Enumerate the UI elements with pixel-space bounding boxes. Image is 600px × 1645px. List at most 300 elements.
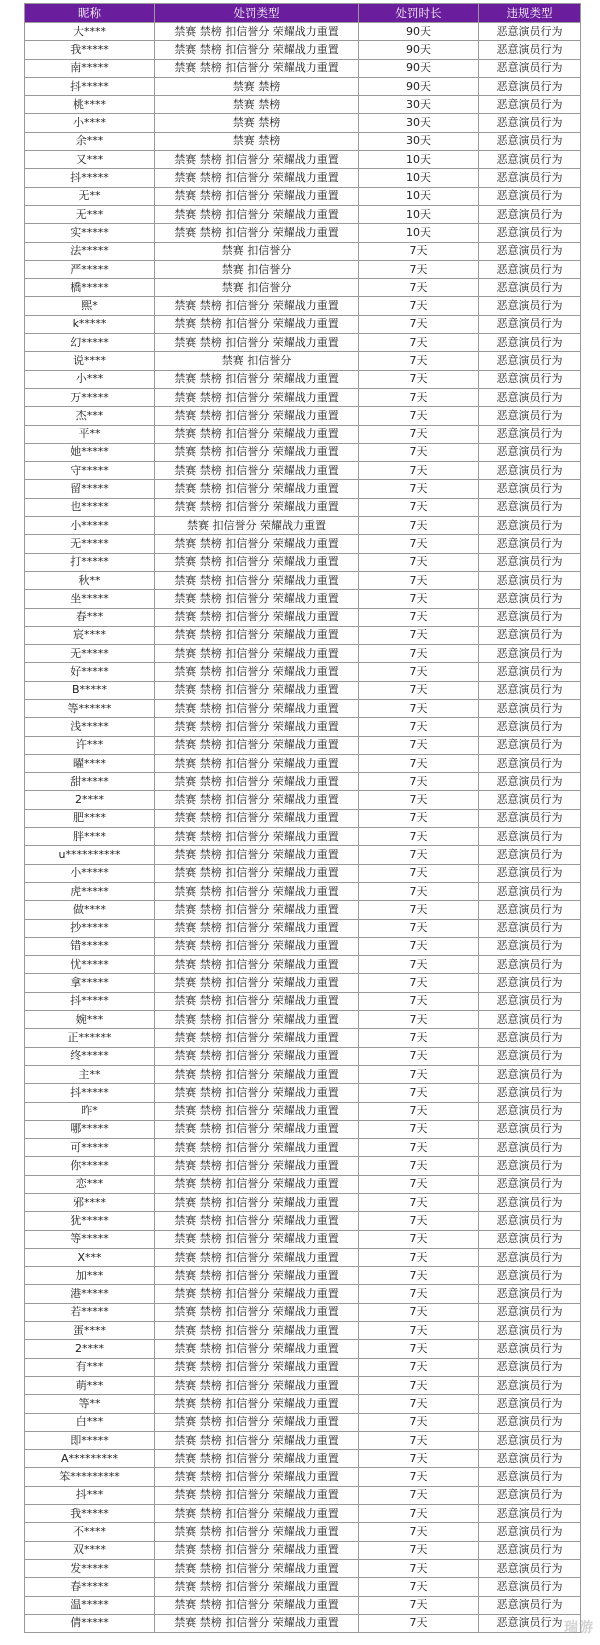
table-row <box>25 828 581 846</box>
cell-violation-type: 恶意演员行为 <box>479 590 581 608</box>
cell-penalty-duration: 10天 <box>359 224 479 242</box>
cell-nickname: 小***** <box>25 517 155 535</box>
cell-violation-type: 恶意演员行为 <box>479 791 581 809</box>
cell-penalty-type: 禁赛 禁榜 扣信誉分 荣耀战力重置 <box>155 663 359 681</box>
table-row <box>25 132 581 150</box>
cell-violation-type: 恶意演员行为 <box>479 1486 581 1504</box>
table-row <box>25 1450 581 1468</box>
cell-nickname: 也***** <box>25 498 155 516</box>
cell-penalty-duration: 7天 <box>359 1139 479 1157</box>
cell-nickname: 宸**** <box>25 626 155 644</box>
table-row <box>25 1230 581 1248</box>
cell-penalty-duration: 7天 <box>359 1376 479 1394</box>
table-body <box>25 23 581 1633</box>
cell-nickname: 抖***** <box>25 169 155 187</box>
cell-penalty-duration: 7天 <box>359 407 479 425</box>
cell-penalty-duration: 30天 <box>359 96 479 114</box>
table-row <box>25 1029 581 1047</box>
table-row <box>25 791 581 809</box>
cell-violation-type: 恶意演员行为 <box>479 773 581 791</box>
cell-nickname: 许*** <box>25 736 155 754</box>
table-row <box>25 1303 581 1321</box>
cell-penalty-duration: 7天 <box>359 1065 479 1083</box>
cell-nickname: 邪**** <box>25 1194 155 1212</box>
cell-penalty-duration: 7天 <box>359 1505 479 1523</box>
cell-penalty-duration: 7天 <box>359 1541 479 1559</box>
cell-nickname: 我***** <box>25 41 155 59</box>
cell-penalty-type: 禁赛 禁榜 扣信誉分 荣耀战力重置 <box>155 1505 359 1523</box>
cell-violation-type: 恶意演员行为 <box>479 151 581 169</box>
cell-nickname: 我***** <box>25 1505 155 1523</box>
cell-nickname: 无***** <box>25 645 155 663</box>
cell-nickname: 终***** <box>25 1047 155 1065</box>
cell-penalty-type: 禁赛 扣信誉分 <box>155 279 359 297</box>
table-row <box>25 498 581 516</box>
cell-nickname: 她***** <box>25 443 155 461</box>
cell-penalty-type: 禁赛 禁榜 扣信誉分 荣耀战力重置 <box>155 809 359 827</box>
cell-penalty-duration: 7天 <box>359 663 479 681</box>
cell-violation-type: 恶意演员行为 <box>479 1614 581 1632</box>
cell-nickname: 萌*** <box>25 1376 155 1394</box>
cell-penalty-duration: 7天 <box>359 1486 479 1504</box>
cell-violation-type: 恶意演员行为 <box>479 462 581 480</box>
cell-nickname: A********* <box>25 1450 155 1468</box>
cell-violation-type: 恶意演员行为 <box>479 626 581 644</box>
table-row <box>25 1120 581 1138</box>
cell-violation-type: 恶意演员行为 <box>479 608 581 626</box>
table-row <box>25 974 581 992</box>
cell-violation-type: 恶意演员行为 <box>479 352 581 370</box>
table-row <box>25 1047 581 1065</box>
cell-penalty-type: 禁赛 禁榜 扣信誉分 荣耀战力重置 <box>155 59 359 77</box>
cell-nickname: X*** <box>25 1248 155 1266</box>
table-row <box>25 553 581 571</box>
cell-penalty-duration: 7天 <box>359 425 479 443</box>
cell-nickname: 守***** <box>25 462 155 480</box>
cell-violation-type: 恶意演员行为 <box>479 1559 581 1577</box>
cell-penalty-type: 禁赛 禁榜 扣信誉分 荣耀战力重置 <box>155 151 359 169</box>
cell-penalty-type: 禁赛 禁榜 扣信誉分 荣耀战力重置 <box>155 1413 359 1431</box>
cell-penalty-type: 禁赛 禁榜 扣信誉分 荣耀战力重置 <box>155 828 359 846</box>
cell-violation-type: 恶意演员行为 <box>479 77 581 95</box>
table-row <box>25 114 581 132</box>
table-row <box>25 1011 581 1029</box>
table-row <box>25 1340 581 1358</box>
cell-penalty-type: 禁赛 禁榜 扣信誉分 荣耀战力重置 <box>155 901 359 919</box>
cell-violation-type: 恶意演员行为 <box>479 1139 581 1157</box>
cell-violation-type: 恶意演员行为 <box>479 1285 581 1303</box>
cell-violation-type: 恶意演员行为 <box>479 260 581 278</box>
cell-violation-type: 恶意演员行为 <box>479 59 581 77</box>
cell-violation-type: 恶意演员行为 <box>479 663 581 681</box>
table-row <box>25 626 581 644</box>
table-row <box>25 1065 581 1083</box>
cell-penalty-type: 禁赛 禁榜 扣信誉分 荣耀战力重置 <box>155 1578 359 1596</box>
table-row <box>25 425 581 443</box>
table-row <box>25 901 581 919</box>
cell-penalty-type: 禁赛 禁榜 扣信誉分 荣耀战力重置 <box>155 297 359 315</box>
cell-penalty-duration: 7天 <box>359 864 479 882</box>
table-row <box>25 370 581 388</box>
cell-penalty-duration: 90天 <box>359 41 479 59</box>
table-row <box>25 242 581 260</box>
cell-violation-type: 恶意演员行为 <box>479 1468 581 1486</box>
cell-nickname: 等***** <box>25 1230 155 1248</box>
cell-penalty-duration: 7天 <box>359 846 479 864</box>
table-row <box>25 59 581 77</box>
table-row <box>25 1212 581 1230</box>
cell-penalty-type: 禁赛 禁榜 扣信誉分 荣耀战力重置 <box>155 1175 359 1193</box>
table-row <box>25 151 581 169</box>
header-nickname: 昵称 <box>25 4 155 23</box>
cell-violation-type: 恶意演员行为 <box>479 1120 581 1138</box>
cell-violation-type: 恶意演员行为 <box>479 388 581 406</box>
cell-penalty-type: 禁赛 禁榜 扣信誉分 荣耀战力重置 <box>155 992 359 1010</box>
cell-penalty-type: 禁赛 禁榜 扣信誉分 荣耀战力重置 <box>155 864 359 882</box>
cell-penalty-duration: 7天 <box>359 498 479 516</box>
cell-penalty-type: 禁赛 禁榜 扣信誉分 荣耀战力重置 <box>155 205 359 223</box>
cell-penalty-duration: 7天 <box>359 736 479 754</box>
table-row <box>25 645 581 663</box>
cell-penalty-duration: 30天 <box>359 132 479 150</box>
cell-penalty-type: 禁赛 禁榜 扣信誉分 荣耀战力重置 <box>155 956 359 974</box>
cell-violation-type: 恶意演员行为 <box>479 1212 581 1230</box>
cell-nickname: 秋** <box>25 571 155 589</box>
cell-violation-type: 恶意演员行为 <box>479 96 581 114</box>
cell-violation-type: 恶意演员行为 <box>479 132 581 150</box>
cell-penalty-duration: 7天 <box>359 1285 479 1303</box>
table-row <box>25 1486 581 1504</box>
cell-penalty-duration: 7天 <box>359 1212 479 1230</box>
cell-violation-type: 恶意演员行为 <box>479 1230 581 1248</box>
cell-violation-type: 恶意演员行为 <box>479 1413 581 1431</box>
cell-penalty-duration: 7天 <box>359 517 479 535</box>
cell-nickname: 2**** <box>25 791 155 809</box>
cell-violation-type: 恶意演员行为 <box>479 864 581 882</box>
cell-nickname: 坐***** <box>25 590 155 608</box>
cell-nickname: 无*** <box>25 205 155 223</box>
table-row <box>25 1139 581 1157</box>
penalty-table <box>24 3 581 1633</box>
cell-nickname: 橋***** <box>25 279 155 297</box>
cell-violation-type: 恶意演员行为 <box>479 1431 581 1449</box>
cell-nickname: 无** <box>25 187 155 205</box>
cell-violation-type: 恶意演员行为 <box>479 517 581 535</box>
cell-penalty-type: 禁赛 扣信誉分 <box>155 260 359 278</box>
cell-nickname: 小**** <box>25 114 155 132</box>
cell-penalty-duration: 7天 <box>359 1194 479 1212</box>
cell-nickname: 做**** <box>25 901 155 919</box>
header-penalty-type: 处罚类型 <box>155 4 359 23</box>
header-row <box>25 4 581 23</box>
cell-nickname: 2**** <box>25 1340 155 1358</box>
cell-penalty-type: 禁赛 禁榜 扣信誉分 荣耀战力重置 <box>155 1230 359 1248</box>
cell-nickname: 好***** <box>25 663 155 681</box>
cell-penalty-duration: 7天 <box>359 1358 479 1376</box>
cell-penalty-type: 禁赛 禁榜 扣信誉分 荣耀战力重置 <box>155 974 359 992</box>
cell-penalty-type: 禁赛 禁榜 扣信誉分 荣耀战力重置 <box>155 1065 359 1083</box>
cell-violation-type: 恶意演员行为 <box>479 1523 581 1541</box>
cell-nickname: 恋*** <box>25 1175 155 1193</box>
table-row <box>25 407 581 425</box>
cell-penalty-type: 禁赛 禁榜 扣信誉分 荣耀战力重置 <box>155 23 359 41</box>
table-row <box>25 1578 581 1596</box>
cell-nickname: 温***** <box>25 1596 155 1614</box>
cell-nickname: 无***** <box>25 535 155 553</box>
cell-penalty-duration: 7天 <box>359 681 479 699</box>
cell-penalty-duration: 7天 <box>359 1431 479 1449</box>
cell-penalty-type: 禁赛 禁榜 扣信誉分 荣耀战力重置 <box>155 407 359 425</box>
cell-penalty-duration: 90天 <box>359 77 479 95</box>
cell-penalty-type: 禁赛 禁榜 扣信誉分 荣耀战力重置 <box>155 1376 359 1394</box>
cell-violation-type: 恶意演员行为 <box>479 1194 581 1212</box>
cell-penalty-type: 禁赛 禁榜 扣信誉分 荣耀战力重置 <box>155 718 359 736</box>
table-row <box>25 352 581 370</box>
cell-penalty-type: 禁赛 禁榜 扣信誉分 荣耀战力重置 <box>155 608 359 626</box>
cell-penalty-type: 禁赛 禁榜 扣信誉分 荣耀战力重置 <box>155 480 359 498</box>
cell-penalty-type: 禁赛 禁榜 扣信誉分 荣耀战力重置 <box>155 1011 359 1029</box>
cell-violation-type: 恶意演员行为 <box>479 114 581 132</box>
cell-violation-type: 恶意演员行为 <box>479 1303 581 1321</box>
cell-penalty-type: 禁赛 禁榜 扣信誉分 荣耀战力重置 <box>155 1157 359 1175</box>
cell-penalty-type: 禁赛 禁榜 扣信誉分 荣耀战力重置 <box>155 169 359 187</box>
table-row <box>25 1468 581 1486</box>
table-row <box>25 1102 581 1120</box>
cell-penalty-duration: 7天 <box>359 1450 479 1468</box>
cell-violation-type: 恶意演员行为 <box>479 1267 581 1285</box>
cell-penalty-duration: 7天 <box>359 590 479 608</box>
cell-nickname: 蛋**** <box>25 1322 155 1340</box>
table-row <box>25 1596 581 1614</box>
table-row <box>25 279 581 297</box>
cell-violation-type: 恶意演员行为 <box>479 23 581 41</box>
cell-penalty-type: 禁赛 禁榜 扣信誉分 荣耀战力重置 <box>155 41 359 59</box>
cell-nickname: 港***** <box>25 1285 155 1303</box>
table-row <box>25 297 581 315</box>
table-row <box>25 699 581 717</box>
cell-penalty-type: 禁赛 禁榜 扣信誉分 荣耀战力重置 <box>155 1468 359 1486</box>
cell-penalty-type: 禁赛 扣信誉分 荣耀战力重置 <box>155 517 359 535</box>
cell-nickname: 留***** <box>25 480 155 498</box>
cell-violation-type: 恶意演员行为 <box>479 1065 581 1083</box>
cell-nickname: 婉*** <box>25 1011 155 1029</box>
cell-nickname: 春***** <box>25 1578 155 1596</box>
cell-violation-type: 恶意演员行为 <box>479 919 581 937</box>
cell-violation-type: 恶意演员行为 <box>479 809 581 827</box>
cell-penalty-type: 禁赛 禁榜 扣信誉分 荣耀战力重置 <box>155 882 359 900</box>
cell-nickname: 严***** <box>25 260 155 278</box>
cell-penalty-duration: 10天 <box>359 205 479 223</box>
cell-penalty-type: 禁赛 扣信誉分 <box>155 242 359 260</box>
cell-nickname: 昨* <box>25 1102 155 1120</box>
cell-penalty-duration: 7天 <box>359 297 479 315</box>
cell-nickname: 错***** <box>25 937 155 955</box>
cell-penalty-type: 禁赛 禁榜 扣信誉分 荣耀战力重置 <box>155 1139 359 1157</box>
cell-penalty-duration: 7天 <box>359 1120 479 1138</box>
cell-penalty-type: 禁赛 禁榜 扣信誉分 荣耀战力重置 <box>155 1084 359 1102</box>
table-row <box>25 1413 581 1431</box>
cell-nickname: 说**** <box>25 352 155 370</box>
cell-penalty-type: 禁赛 禁榜 扣信誉分 荣耀战力重置 <box>155 1248 359 1266</box>
cell-violation-type: 恶意演员行为 <box>479 1395 581 1413</box>
cell-nickname: B***** <box>25 681 155 699</box>
table-row <box>25 992 581 1010</box>
cell-violation-type: 恶意演员行为 <box>479 974 581 992</box>
table-row <box>25 169 581 187</box>
cell-penalty-type: 禁赛 扣信誉分 <box>155 352 359 370</box>
cell-penalty-duration: 7天 <box>359 1614 479 1632</box>
cell-violation-type: 恶意演员行为 <box>479 1578 581 1596</box>
cell-nickname: 主** <box>25 1065 155 1083</box>
cell-violation-type: 恶意演员行为 <box>479 1029 581 1047</box>
cell-violation-type: 恶意演员行为 <box>479 315 581 333</box>
table-row <box>25 1267 581 1285</box>
cell-nickname: 曜**** <box>25 754 155 772</box>
cell-penalty-duration: 7天 <box>359 388 479 406</box>
table-row <box>25 480 581 498</box>
cell-nickname: 又*** <box>25 151 155 169</box>
cell-penalty-type: 禁赛 禁榜 扣信誉分 荣耀战力重置 <box>155 553 359 571</box>
cell-penalty-duration: 7天 <box>359 1267 479 1285</box>
cell-violation-type: 恶意演员行为 <box>479 297 581 315</box>
cell-violation-type: 恶意演员行为 <box>479 334 581 352</box>
cell-violation-type: 恶意演员行为 <box>479 370 581 388</box>
cell-penalty-type: 禁赛 禁榜 扣信誉分 荣耀战力重置 <box>155 1541 359 1559</box>
cell-penalty-duration: 7天 <box>359 1596 479 1614</box>
cell-penalty-duration: 7天 <box>359 699 479 717</box>
table-row <box>25 681 581 699</box>
cell-violation-type: 恶意演员行为 <box>479 553 581 571</box>
cell-penalty-type: 禁赛 禁榜 扣信誉分 荣耀战力重置 <box>155 699 359 717</box>
cell-nickname: 杰*** <box>25 407 155 425</box>
cell-penalty-duration: 7天 <box>359 1395 479 1413</box>
table-row <box>25 260 581 278</box>
cell-penalty-duration: 90天 <box>359 59 479 77</box>
cell-penalty-type: 禁赛 禁榜 扣信誉分 荣耀战力重置 <box>155 736 359 754</box>
cell-penalty-type: 禁赛 禁榜 扣信誉分 荣耀战力重置 <box>155 462 359 480</box>
cell-violation-type: 恶意演员行为 <box>479 956 581 974</box>
cell-penalty-type: 禁赛 禁榜 扣信誉分 荣耀战力重置 <box>155 791 359 809</box>
table-row <box>25 443 581 461</box>
cell-violation-type: 恶意演员行为 <box>479 1541 581 1559</box>
cell-nickname: 余*** <box>25 132 155 150</box>
table-row <box>25 1523 581 1541</box>
cell-penalty-duration: 7天 <box>359 645 479 663</box>
table-row <box>25 77 581 95</box>
table-row <box>25 956 581 974</box>
cell-penalty-type: 禁赛 禁榜 扣信誉分 荣耀战力重置 <box>155 1047 359 1065</box>
cell-penalty-duration: 7天 <box>359 334 479 352</box>
cell-violation-type: 恶意演员行为 <box>479 736 581 754</box>
cell-penalty-duration: 7天 <box>359 919 479 937</box>
cell-violation-type: 恶意演员行为 <box>479 1175 581 1193</box>
cell-nickname: 小*** <box>25 370 155 388</box>
table-row <box>25 608 581 626</box>
table-row <box>25 937 581 955</box>
table-row <box>25 535 581 553</box>
cell-violation-type: 恶意演员行为 <box>479 699 581 717</box>
cell-penalty-type: 禁赛 禁榜 扣信誉分 荣耀战力重置 <box>155 571 359 589</box>
cell-penalty-duration: 7天 <box>359 1468 479 1486</box>
cell-nickname: 抄***** <box>25 919 155 937</box>
cell-violation-type: 恶意演员行为 <box>479 754 581 772</box>
table-row <box>25 809 581 827</box>
cell-penalty-type: 禁赛 禁榜 扣信誉分 荣耀战力重置 <box>155 1267 359 1285</box>
cell-nickname: 双**** <box>25 1541 155 1559</box>
cell-violation-type: 恶意演员行为 <box>479 645 581 663</box>
cell-violation-type: 恶意演员行为 <box>479 937 581 955</box>
cell-penalty-type: 禁赛 禁榜 扣信誉分 荣耀战力重置 <box>155 1322 359 1340</box>
cell-nickname: 拿***** <box>25 974 155 992</box>
cell-nickname: 倩***** <box>25 1614 155 1632</box>
cell-penalty-type: 禁赛 禁榜 扣信誉分 荣耀战力重置 <box>155 754 359 772</box>
cell-penalty-type: 禁赛 禁榜 扣信誉分 荣耀战力重置 <box>155 1395 359 1413</box>
cell-penalty-duration: 7天 <box>359 1157 479 1175</box>
cell-nickname: 你***** <box>25 1157 155 1175</box>
table-row <box>25 23 581 41</box>
cell-nickname: 抖***** <box>25 1084 155 1102</box>
table-row <box>25 1358 581 1376</box>
cell-penalty-type: 禁赛 禁榜 扣信誉分 荣耀战力重置 <box>155 1285 359 1303</box>
table-row <box>25 462 581 480</box>
header-violation-type: 违规类型 <box>479 4 581 23</box>
table-row <box>25 1157 581 1175</box>
cell-penalty-type: 禁赛 禁榜 扣信誉分 荣耀战力重置 <box>155 937 359 955</box>
cell-penalty-duration: 7天 <box>359 608 479 626</box>
cell-nickname: 幻***** <box>25 334 155 352</box>
cell-nickname: 打***** <box>25 553 155 571</box>
cell-violation-type: 恶意演员行为 <box>479 205 581 223</box>
cell-penalty-duration: 7天 <box>359 974 479 992</box>
cell-nickname: 发***** <box>25 1559 155 1577</box>
cell-penalty-duration: 7天 <box>359 1084 479 1102</box>
cell-penalty-type: 禁赛 禁榜 <box>155 114 359 132</box>
cell-penalty-type: 禁赛 禁榜 扣信誉分 荣耀战力重置 <box>155 681 359 699</box>
cell-penalty-type: 禁赛 禁榜 扣信誉分 荣耀战力重置 <box>155 1614 359 1632</box>
cell-nickname: 小***** <box>25 864 155 882</box>
cell-penalty-duration: 7天 <box>359 1559 479 1577</box>
table-row <box>25 1175 581 1193</box>
cell-violation-type: 恶意演员行为 <box>479 279 581 297</box>
cell-nickname: 万***** <box>25 388 155 406</box>
cell-penalty-type: 禁赛 禁榜 扣信誉分 荣耀战力重置 <box>155 334 359 352</box>
cell-nickname: 大**** <box>25 23 155 41</box>
cell-penalty-duration: 30天 <box>359 114 479 132</box>
table-row <box>25 224 581 242</box>
cell-penalty-duration: 7天 <box>359 1230 479 1248</box>
cell-penalty-type: 禁赛 禁榜 扣信誉分 荣耀战力重置 <box>155 1194 359 1212</box>
table-row <box>25 1559 581 1577</box>
table-row <box>25 205 581 223</box>
cell-penalty-duration: 7天 <box>359 443 479 461</box>
cell-penalty-duration: 7天 <box>359 279 479 297</box>
table-row <box>25 736 581 754</box>
cell-nickname: 肥**** <box>25 809 155 827</box>
cell-penalty-type: 禁赛 禁榜 扣信誉分 荣耀战力重置 <box>155 1431 359 1449</box>
cell-violation-type: 恶意演员行为 <box>479 992 581 1010</box>
cell-penalty-duration: 7天 <box>359 882 479 900</box>
cell-penalty-type: 禁赛 禁榜 <box>155 77 359 95</box>
cell-violation-type: 恶意演员行为 <box>479 1596 581 1614</box>
cell-violation-type: 恶意演员行为 <box>479 571 581 589</box>
cell-violation-type: 恶意演员行为 <box>479 901 581 919</box>
cell-nickname: 即***** <box>25 1431 155 1449</box>
cell-penalty-duration: 7天 <box>359 462 479 480</box>
cell-penalty-duration: 7天 <box>359 242 479 260</box>
cell-penalty-type: 禁赛 禁榜 扣信誉分 荣耀战力重置 <box>155 1340 359 1358</box>
table-row <box>25 334 581 352</box>
cell-penalty-type: 禁赛 禁榜 扣信誉分 荣耀战力重置 <box>155 443 359 461</box>
